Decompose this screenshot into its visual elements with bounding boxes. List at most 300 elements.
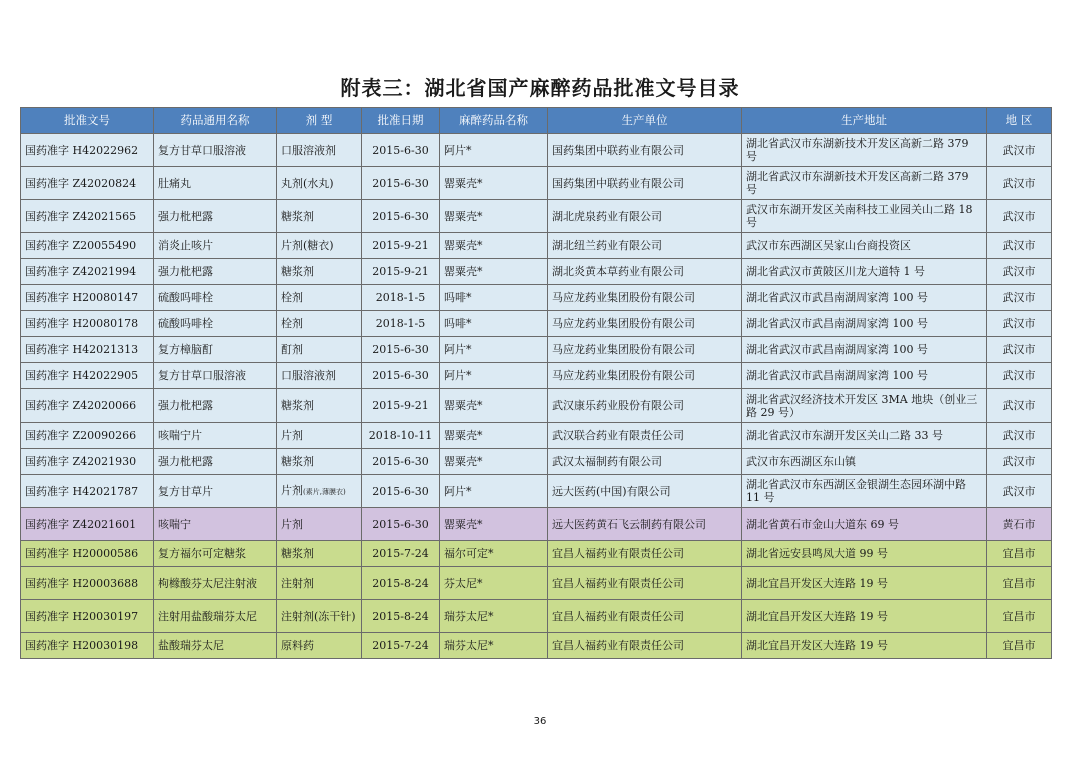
manufacturer-cell	[548, 167, 742, 200]
dosage-form-cell	[277, 508, 362, 541]
manufacturer-text: 宜昌人福药业有限责任公司	[552, 639, 684, 652]
drug-name-cell	[154, 167, 277, 200]
dosage-form-text: 口服溶液剂	[281, 369, 336, 382]
document-title: 附表三：湖北省国产麻醉药品批准文号目录	[340, 76, 740, 100]
manufacturer-text: 宜昌人福药业有限责任公司	[552, 547, 684, 560]
dosage-form-cell	[277, 233, 362, 259]
table-row	[21, 200, 1052, 233]
manufacturer-cell	[548, 134, 742, 167]
dosage-form-text: 糖浆剂	[281, 399, 314, 412]
region-cell	[987, 134, 1052, 167]
approval-number-cell	[21, 541, 154, 567]
narcotic-name-text: 阿片*	[444, 143, 472, 157]
dosage-form-cell	[277, 600, 362, 633]
narcotic-name-text: 罂粟壳*	[444, 176, 483, 190]
address-cell	[742, 423, 987, 449]
narcotic-drug-approval-table	[20, 107, 1052, 659]
dosage-form-text: 片剂	[281, 429, 303, 442]
manufacturer-text: 远大医药(中国)有限公司	[552, 484, 671, 498]
manufacturer-cell	[548, 337, 742, 363]
approval-date-text: 2015-9-21	[372, 265, 429, 278]
narcotic-name-cell	[440, 541, 548, 567]
drug-name-cell	[154, 363, 277, 389]
narcotic-name-text: 瑞芬太尼*	[444, 609, 494, 623]
address-text: 湖北省武汉市东湖新技术开发区高新二路 379 号	[746, 170, 969, 196]
region-cell	[987, 311, 1052, 337]
approval-number-cell	[21, 508, 154, 541]
drug-name-cell	[154, 449, 277, 475]
dosage-form-text: 栓剂	[281, 291, 303, 304]
table-row	[21, 475, 1052, 508]
narcotic-name-text: 罂粟壳*	[444, 517, 483, 531]
drug-name-cell	[154, 541, 277, 567]
manufacturer-cell	[548, 285, 742, 311]
approval-number-cell	[21, 337, 154, 363]
table-row	[21, 337, 1052, 363]
address-cell	[742, 449, 987, 475]
manufacturer-cell	[548, 508, 742, 541]
address-text: 湖北省武汉市东西湖区金银湖生态园环湖中路 11 号	[746, 478, 966, 504]
drug-name-cell	[154, 475, 277, 508]
address-text: 武汉市东西湖区吴家山台商投资区	[746, 239, 911, 252]
address-text: 湖北宜昌开发区大连路 19 号	[746, 576, 888, 590]
narcotic-name-cell	[440, 233, 548, 259]
approval-number-text: 国药准字 Z42021601	[25, 517, 137, 531]
table-header-row	[21, 108, 1052, 134]
address-cell	[742, 167, 987, 200]
region-cell	[987, 337, 1052, 363]
manufacturer-text: 马应龙药业集团股份有限公司	[552, 291, 695, 304]
address-text: 湖北省武汉市黄陂区川龙大道特 1 号	[746, 265, 925, 278]
narcotic-name-cell	[440, 449, 548, 475]
approval-date-cell	[362, 233, 440, 259]
manufacturer-cell	[548, 600, 742, 633]
region-text: 武汉市	[1002, 343, 1036, 356]
drug-name-cell	[154, 337, 277, 363]
approval-date-text: 2015-6-30	[372, 517, 429, 531]
approval-number-text: 国药准字 H20030198	[25, 639, 139, 652]
dosage-form-cell	[277, 363, 362, 389]
header-region: 地 区	[987, 108, 1052, 134]
drug-name-text: 咳喘宁片	[158, 429, 202, 442]
region-text: 武汉市	[1002, 209, 1036, 223]
manufacturer-cell	[548, 475, 742, 508]
narcotic-name-cell	[440, 311, 548, 337]
table-row	[21, 134, 1052, 167]
address-cell	[742, 134, 987, 167]
region-cell	[987, 423, 1052, 449]
table-row	[21, 233, 1052, 259]
table-body	[21, 134, 1052, 659]
narcotic-name-text: 吗啡*	[444, 317, 472, 330]
drug-name-text: 消炎止咳片	[158, 239, 213, 252]
region-cell	[987, 475, 1052, 508]
drug-name-cell	[154, 200, 277, 233]
approval-date-cell	[362, 600, 440, 633]
region-cell	[987, 633, 1052, 659]
address-cell	[742, 389, 987, 423]
approval-number-cell	[21, 200, 154, 233]
dosage-form-text: 糖浆剂	[281, 455, 314, 468]
narcotic-name-text: 吗啡*	[444, 291, 472, 304]
drug-name-cell	[154, 600, 277, 633]
approval-number-cell	[21, 389, 154, 423]
drug-name-text: 复方甘草片	[158, 484, 213, 498]
approval-date-cell	[362, 449, 440, 475]
region-text: 武汉市	[1002, 176, 1036, 190]
drug-name-text: 枸橼酸芬太尼注射液	[158, 576, 257, 590]
dosage-form-text: 丸剂(水丸)	[281, 176, 334, 190]
approval-date-text: 2015-6-30	[372, 143, 429, 157]
region-cell	[987, 567, 1052, 600]
manufacturer-text: 武汉联合药业有限责任公司	[552, 429, 684, 442]
address-text: 武汉市东湖开发区关南科技工业园关山二路 18 号	[746, 203, 973, 229]
narcotic-name-cell	[440, 363, 548, 389]
drug-name-text: 复方樟脑酊	[158, 343, 213, 356]
manufacturer-cell	[548, 449, 742, 475]
approval-date-cell	[362, 311, 440, 337]
drug-name-cell	[154, 389, 277, 423]
region-text: 宜昌市	[1002, 609, 1036, 623]
approval-number-text: 国药准字 Z20055490	[25, 239, 137, 252]
narcotic-name-cell	[440, 259, 548, 285]
approval-number-text: 国药准字 Z20090266	[25, 429, 137, 442]
table-row	[21, 285, 1052, 311]
approval-number-text: 国药准字 Z42020824	[25, 176, 137, 190]
approval-date-text: 2015-7-24	[372, 547, 429, 560]
manufacturer-text: 湖北纽兰药业有限公司	[552, 239, 662, 252]
approval-date-text: 2018-10-11	[368, 429, 433, 442]
region-text: 黄石市	[1002, 517, 1036, 531]
manufacturer-cell	[548, 200, 742, 233]
approval-number-cell	[21, 167, 154, 200]
table-row	[21, 633, 1052, 659]
approval-date-text: 2015-9-21	[372, 399, 429, 412]
dosage-form-cell	[277, 259, 362, 285]
manufacturer-cell	[548, 363, 742, 389]
approval-date-text: 2015-7-24	[372, 639, 429, 652]
drug-name-cell	[154, 567, 277, 600]
approval-number-text: 国药准字 Z42021565	[25, 209, 137, 223]
approval-date-text: 2015-6-30	[372, 176, 429, 190]
address-cell	[742, 285, 987, 311]
drug-name-cell	[154, 259, 277, 285]
drug-name-cell	[154, 285, 277, 311]
narcotic-name-text: 罂粟壳*	[444, 399, 483, 412]
region-cell	[987, 389, 1052, 423]
region-cell	[987, 363, 1052, 389]
drug-name-text: 复方甘草口服溶液	[158, 369, 246, 382]
approval-number-cell	[21, 363, 154, 389]
approval-date-cell	[362, 337, 440, 363]
approval-number-text: 国药准字 H20000586	[25, 547, 139, 560]
narcotic-name-cell	[440, 475, 548, 508]
drug-name-text: 注射用盐酸瑞芬太尼	[158, 609, 257, 623]
header-approval-number: 批准文号	[21, 108, 154, 134]
address-text: 湖北省远安县鸣凤大道 99 号	[746, 547, 888, 560]
address-cell	[742, 259, 987, 285]
address-cell	[742, 567, 987, 600]
approval-date-text: 2015-9-21	[372, 239, 429, 252]
approval-number-text: 国药准字 Z42020066	[25, 399, 137, 412]
address-cell	[742, 600, 987, 633]
address-cell	[742, 337, 987, 363]
drug-name-text: 盐酸瑞芬太尼	[158, 639, 224, 652]
dosage-form-text: 栓剂	[281, 317, 303, 330]
approval-date-text: 2015-6-30	[372, 209, 429, 223]
approval-date-cell	[362, 389, 440, 423]
approval-number-text: 国药准字 Z42021930	[25, 455, 137, 468]
manufacturer-cell	[548, 233, 742, 259]
approval-number-cell	[21, 600, 154, 633]
region-text: 武汉市	[1002, 484, 1036, 498]
region-text: 武汉市	[1002, 265, 1036, 278]
region-cell	[987, 449, 1052, 475]
header-manufacturer: 生产单位	[548, 108, 742, 134]
dosage-form-text: 注射剂(冻干针)	[281, 609, 356, 623]
approval-number-text: 国药准字 H42021787	[25, 484, 139, 498]
table-row	[21, 167, 1052, 200]
approval-date-text: 2015-8-24	[372, 609, 429, 623]
drug-name-text: 硫酸吗啡栓	[158, 317, 213, 330]
dosage-form-text: 糖浆剂	[281, 265, 314, 278]
approval-number-cell	[21, 475, 154, 508]
approval-date-text: 2018-1-5	[375, 291, 426, 304]
manufacturer-cell	[548, 423, 742, 449]
narcotic-name-text: 阿片*	[444, 369, 472, 382]
approval-date-cell	[362, 508, 440, 541]
approval-date-text: 2015-6-30	[372, 484, 429, 498]
manufacturer-text: 湖北炎黄本草药业有限公司	[552, 265, 684, 278]
region-text: 武汉市	[1002, 317, 1036, 330]
address-text: 湖北省武汉市武昌南湖周家湾 100 号	[746, 369, 928, 382]
dosage-form-text: 注射剂	[281, 576, 314, 590]
table-row	[21, 508, 1052, 541]
narcotic-name-cell	[440, 285, 548, 311]
approval-date-cell	[362, 200, 440, 233]
region-text: 武汉市	[1002, 455, 1036, 468]
address-cell	[742, 200, 987, 233]
manufacturer-text: 武汉康乐药业股份有限公司	[552, 399, 684, 412]
narcotic-name-cell	[440, 633, 548, 659]
approval-number-cell	[21, 259, 154, 285]
manufacturer-text: 国药集团中联药业有限公司	[552, 176, 684, 190]
address-text: 湖北省武汉市东湖新技术开发区高新二路 379 号	[746, 137, 969, 163]
narcotic-name-text: 罂粟壳*	[444, 209, 483, 223]
dosage-form-cell	[277, 285, 362, 311]
region-text: 宜昌市	[1002, 639, 1036, 652]
manufacturer-cell	[548, 259, 742, 285]
narcotic-name-text: 瑞芬太尼*	[444, 639, 494, 652]
drug-name-text: 肚痛丸	[158, 176, 191, 190]
dosage-form-text: 口服溶液剂	[281, 143, 336, 157]
approval-date-text: 2015-6-30	[372, 455, 429, 468]
dosage-form-cell	[277, 475, 362, 508]
dosage-form-text: 片剂	[281, 483, 303, 497]
address-text: 湖北省武汉市武昌南湖周家湾 100 号	[746, 291, 928, 304]
drug-name-text: 强力枇杷露	[158, 209, 213, 223]
region-cell	[987, 508, 1052, 541]
dosage-form-cell	[277, 200, 362, 233]
header-drug-name: 药品通用名称	[154, 108, 277, 134]
address-cell	[742, 541, 987, 567]
approval-number-cell	[21, 311, 154, 337]
dosage-form-cell	[277, 423, 362, 449]
approval-date-cell	[362, 567, 440, 600]
approval-date-cell	[362, 363, 440, 389]
approval-number-text: 国药准字 H42021313	[25, 343, 139, 356]
drug-name-text: 复方甘草口服溶液	[158, 143, 246, 157]
drug-name-text: 强力枇杷露	[158, 265, 213, 278]
drug-name-cell	[154, 311, 277, 337]
dosage-form-note: (素片,薄膜衣)	[303, 487, 346, 496]
approval-number-cell	[21, 285, 154, 311]
narcotic-name-cell	[440, 508, 548, 541]
approval-date-cell	[362, 167, 440, 200]
manufacturer-cell	[548, 311, 742, 337]
narcotic-name-text: 罂粟壳*	[444, 455, 483, 468]
approval-date-cell	[362, 423, 440, 449]
region-cell	[987, 167, 1052, 200]
manufacturer-cell	[548, 633, 742, 659]
page-number: 36	[533, 716, 547, 727]
address-cell	[742, 475, 987, 508]
address-text: 武汉市东西湖区东山镇	[746, 455, 856, 468]
narcotic-name-text: 罂粟壳*	[444, 429, 483, 442]
dosage-form-cell	[277, 389, 362, 423]
narcotic-name-text: 芬太尼*	[444, 576, 483, 590]
address-text: 湖北省武汉市武昌南湖周家湾 100 号	[746, 343, 928, 356]
table-row	[21, 423, 1052, 449]
header-approval-date: 批准日期	[362, 108, 440, 134]
drug-name-text: 强力枇杷露	[158, 399, 213, 412]
approval-date-cell	[362, 541, 440, 567]
region-cell	[987, 600, 1052, 633]
header-dosage-form: 剂 型	[277, 108, 362, 134]
approval-date-text: 2015-6-30	[372, 369, 429, 382]
approval-number-cell	[21, 233, 154, 259]
approval-number-text: 国药准字 H20030197	[25, 609, 139, 623]
approval-number-text: 国药准字 H20080178	[25, 317, 139, 330]
manufacturer-text: 马应龙药业集团股份有限公司	[552, 369, 695, 382]
approval-number-text: 国药准字 Z42021994	[25, 265, 137, 278]
region-text: 武汉市	[1002, 239, 1036, 252]
dosage-form-cell	[277, 167, 362, 200]
dosage-form-text: 片剂(糖衣)	[281, 239, 334, 252]
narcotic-name-cell	[440, 423, 548, 449]
region-cell	[987, 233, 1052, 259]
narcotic-name-text: 福尔可定*	[444, 547, 494, 560]
dosage-form-cell	[277, 541, 362, 567]
table-row	[21, 541, 1052, 567]
manufacturer-text: 武汉太福制药有限公司	[552, 455, 662, 468]
approval-number-text: 国药准字 H42022962	[25, 143, 139, 157]
manufacturer-text: 湖北虎泉药业有限公司	[552, 209, 662, 223]
header-narcotic-name: 麻醉药品名称	[440, 108, 548, 134]
dosage-form-cell	[277, 449, 362, 475]
address-text: 湖北宜昌开发区大连路 19 号	[746, 639, 888, 652]
address-cell	[742, 363, 987, 389]
region-text: 武汉市	[1002, 143, 1036, 157]
approval-number-text: 国药准字 H20003688	[25, 576, 139, 590]
approval-date-cell	[362, 134, 440, 167]
address-text: 湖北宜昌开发区大连路 19 号	[746, 609, 888, 623]
table-row	[21, 259, 1052, 285]
approval-number-cell	[21, 423, 154, 449]
manufacturer-cell	[548, 541, 742, 567]
drug-name-text: 咳喘宁	[158, 517, 191, 531]
approval-date-cell	[362, 475, 440, 508]
drug-name-cell	[154, 233, 277, 259]
narcotic-name-text: 阿片*	[444, 343, 472, 356]
region-text: 宜昌市	[1002, 576, 1036, 590]
approval-date-text: 2015-6-30	[372, 343, 429, 356]
narcotic-name-text: 阿片*	[444, 484, 472, 498]
table-row	[21, 600, 1052, 633]
narcotic-name-cell	[440, 200, 548, 233]
dosage-form-cell	[277, 567, 362, 600]
manufacturer-text: 马应龙药业集团股份有限公司	[552, 343, 695, 356]
drug-name-cell	[154, 423, 277, 449]
manufacturer-cell	[548, 389, 742, 423]
drug-name-text: 强力枇杷露	[158, 455, 213, 468]
region-text: 武汉市	[1002, 429, 1036, 442]
address-cell	[742, 633, 987, 659]
table-row	[21, 311, 1052, 337]
region-cell	[987, 200, 1052, 233]
approval-number-cell	[21, 134, 154, 167]
dosage-form-cell	[277, 134, 362, 167]
region-cell	[987, 285, 1052, 311]
region-text: 武汉市	[1002, 291, 1036, 304]
drug-name-text: 硫酸吗啡栓	[158, 291, 213, 304]
address-cell	[742, 508, 987, 541]
table-row	[21, 567, 1052, 600]
address-text: 湖北省武汉市武昌南湖周家湾 100 号	[746, 317, 928, 330]
dosage-form-cell	[277, 337, 362, 363]
region-text: 宜昌市	[1002, 547, 1036, 560]
approval-date-cell	[362, 285, 440, 311]
table-row	[21, 363, 1052, 389]
manufacturer-text: 国药集团中联药业有限公司	[552, 143, 684, 157]
region-cell	[987, 541, 1052, 567]
manufacturer-text: 宜昌人福药业有限责任公司	[552, 576, 684, 590]
narcotic-name-cell	[440, 134, 548, 167]
region-cell	[987, 259, 1052, 285]
approval-date-cell	[362, 633, 440, 659]
region-text: 武汉市	[1002, 369, 1036, 382]
narcotic-name-cell	[440, 389, 548, 423]
approval-number-text: 国药准字 H42022905	[25, 369, 139, 382]
drug-name-cell	[154, 508, 277, 541]
region-text: 武汉市	[1002, 399, 1036, 412]
drug-name-text: 复方福尔可定糖浆	[158, 547, 246, 560]
approval-number-cell	[21, 449, 154, 475]
drug-name-cell	[154, 633, 277, 659]
approval-number-text: 国药准字 H20080147	[25, 291, 139, 304]
approval-number-cell	[21, 633, 154, 659]
dosage-form-text: 糖浆剂	[281, 209, 314, 223]
narcotic-name-cell	[440, 167, 548, 200]
address-text: 湖北省黄石市金山大道东 69 号	[746, 517, 899, 531]
narcotic-name-cell	[440, 600, 548, 633]
manufacturer-text: 远大医药黄石飞云制药有限公司	[552, 517, 706, 531]
address-text: 湖北省武汉经济技术开发区 3MA 地块（创业三路 29 号）	[746, 392, 978, 419]
table-row	[21, 389, 1052, 423]
approval-date-text: 2015-8-24	[372, 576, 429, 590]
address-cell	[742, 233, 987, 259]
manufacturer-text: 宜昌人福药业有限责任公司	[552, 609, 684, 623]
